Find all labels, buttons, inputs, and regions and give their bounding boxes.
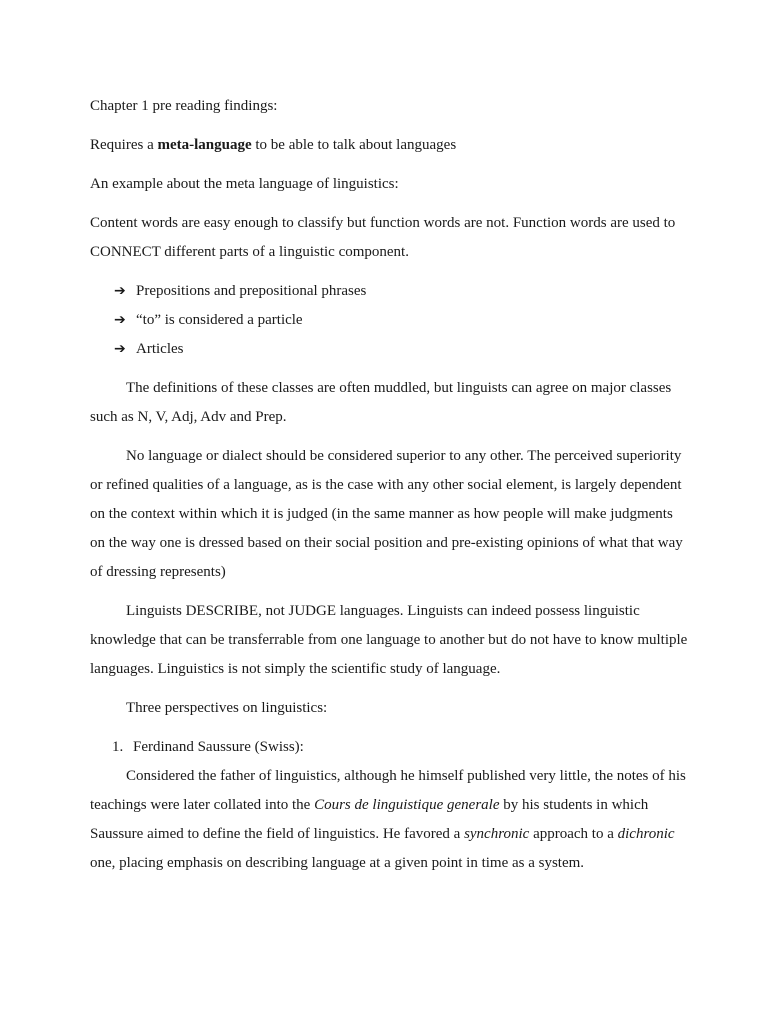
- list-item: [114, 277, 690, 306]
- meta-language-line: [90, 131, 690, 160]
- list-item-text: Ferdinand Saussure (Swiss):: [133, 739, 304, 755]
- meta-language-term: meta-language: [157, 137, 252, 153]
- arrow-right-icon: ➔: [114, 341, 126, 357]
- meta-line-after: to be able to talk about languages: [251, 137, 457, 153]
- bullet-list: [90, 277, 690, 364]
- arrow-right-icon: ➔: [114, 283, 126, 299]
- arrow-right-icon: ➔: [114, 312, 126, 328]
- bullet-text: Articles: [136, 341, 184, 357]
- list-item: [114, 335, 690, 364]
- document-page: [90, 92, 690, 878]
- saussure-text-3: approach to a: [529, 826, 618, 842]
- describe-paragraph: Linguists DESCRIBE, not JUDGE languages. Linguists can indeed possess linguistic knowledge that can be transferrable from one language to another but do not have to know multiple languages. Linguistics is not simply the scientific study of language.: [90, 603, 688, 677]
- bullet-text: “to” is considered a particle: [136, 312, 303, 328]
- saussure-paragraph: [90, 762, 690, 878]
- perspectives-line: Three perspectives on linguistics:: [126, 700, 328, 716]
- saussure-text-1: Considered the father of linguistics, although he himself published very little, the notes of his teachings were later collated into the: [90, 768, 686, 813]
- synchronic-term: synchronic: [464, 826, 530, 842]
- meta-line-before: Requires a: [90, 137, 158, 153]
- saussure-text-4: one, placing emphasis on describing language at a given point in time as a system.: [90, 855, 585, 871]
- bullet-text: Prepositions and prepositional phrases: [136, 283, 367, 299]
- list-item: [114, 306, 690, 335]
- cours-title: Cours de linguistique generale: [314, 797, 500, 813]
- dichronic-term: dichronic: [617, 826, 675, 842]
- definitions-paragraph: The definitions of these classes are often muddled, but linguists can agree on major classes such as N, V, Adj, Adv and Prep.: [90, 380, 672, 425]
- superiority-paragraph: No language or dialect should be considered superior to any other. The perceived superiority or refined qualities of a language, as is the case with any other social element, is largely dependent on the context within which it is judged (in the same manner as how people will make judgments on the way one is dressed based on their social position and pre-existing opinions of what that way of dressing represents): [90, 448, 683, 580]
- numbered-list-item: [90, 733, 690, 762]
- list-number: 1.: [112, 739, 124, 755]
- example-line: An example about the meta language of linguistics:: [90, 176, 399, 192]
- chapter-heading: Chapter 1 pre reading findings:: [90, 98, 278, 114]
- saussure-text-2: by his students in which Saussure aimed to define the field of linguistics. He favored a: [90, 797, 649, 842]
- content-words-paragraph: Content words are easy enough to classify but function words are not. Function words are used to CONNECT different parts of a linguistic component.: [90, 215, 676, 260]
